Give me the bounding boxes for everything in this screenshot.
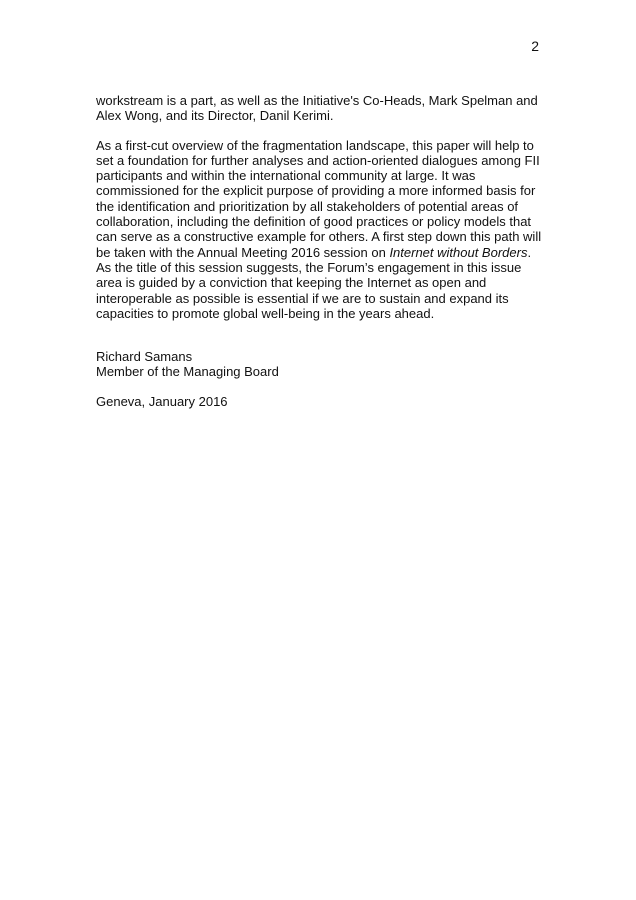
text-line: the identification and prioritization by all stakeholders of potential areas of: [96, 198, 519, 214]
text-line: participants and within the international community at large. It was: [96, 168, 476, 184]
body-text: [96, 93, 546, 409]
text-line: workstream is a part, as well as the Initiative's Co-Heads, Mark Spelman and: [96, 93, 538, 108]
text-line: commissioned for the explicit purpose of providing a more informed basis for: [96, 183, 536, 199]
session-title: Internet without Borders: [389, 244, 528, 260]
text-line: capacities to promote global well-being in the years ahead.: [96, 305, 435, 321]
text-line: area is guided by a conviction that keeping the Internet as open and: [96, 275, 487, 291]
text-line: As the title of this session suggests, the Forum’s engagement in this issue: [96, 259, 522, 275]
text-line: set a foundation for further analyses and action-oriented dialogues among FII: [96, 152, 540, 168]
place-date-line: Geneva, January 2016: [96, 393, 228, 409]
text-line: collaboration, including the definition of good practices or policy models that: [96, 214, 532, 230]
signature-block: [96, 349, 546, 380]
text-line: can serve as a constructive example for others. A first step down this path will: [96, 229, 542, 245]
signatory-title: Member of the Managing Board: [96, 364, 279, 380]
text-line: Alex Wong, and its Director, Danil Kerimi.: [96, 108, 334, 124]
text-line: interoperable as possible is essential if we are to sustain and expand its: [96, 290, 509, 306]
paragraph-1: [96, 93, 546, 124]
place-date: [96, 394, 546, 409]
session-line-suffix: .: [527, 244, 532, 260]
page-number: 2: [531, 38, 539, 54]
text-line-with-session-title: [96, 245, 546, 260]
signatory-name: Richard Samans: [96, 349, 193, 365]
session-line-prefix: be taken with the Annual Meeting 2016 session on: [96, 244, 390, 260]
text-line: As a first-cut overview of the fragmentation landscape, this paper will help to: [96, 137, 534, 153]
paragraph-2: [96, 138, 546, 322]
